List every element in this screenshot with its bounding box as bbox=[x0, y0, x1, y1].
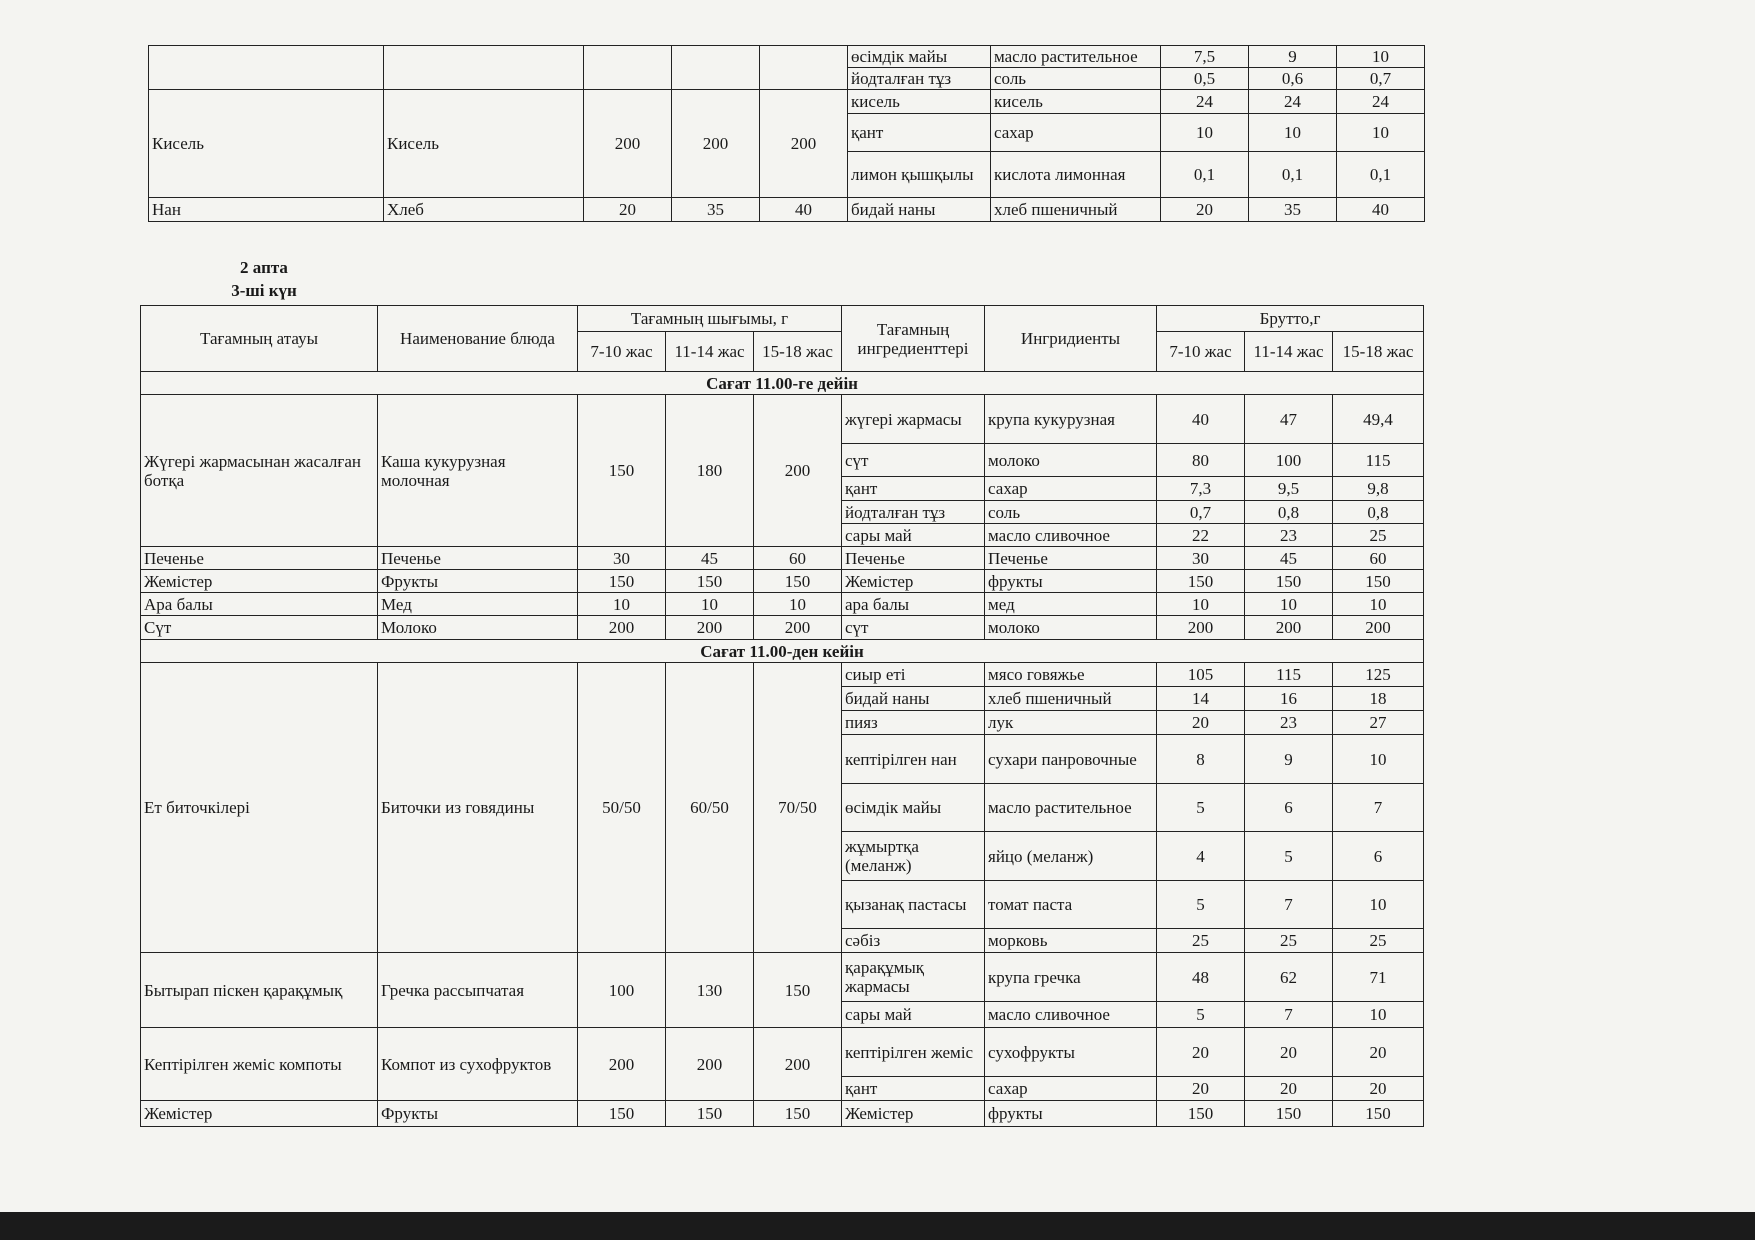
brutto-15-18: 115 bbox=[1333, 444, 1424, 477]
brutto-15-18: 150 bbox=[1333, 1101, 1424, 1127]
brutto-15-18: 0,1 bbox=[1337, 152, 1425, 198]
brutto-11-14: 20 bbox=[1245, 1028, 1333, 1077]
brutto-11-14: 23 bbox=[1245, 524, 1333, 547]
output-15-18: 150 bbox=[754, 1101, 842, 1127]
header-brutto-age-15-18: 15-18 жас bbox=[1333, 332, 1424, 372]
ingredient-kz: сиыр еті bbox=[842, 663, 985, 687]
dish-name-ru: Фрукты bbox=[378, 570, 578, 593]
section-row bbox=[141, 372, 1424, 395]
dish-name-ru: Каша кукурузная молочная bbox=[378, 395, 578, 547]
brutto-7-10: 5 bbox=[1157, 784, 1245, 832]
ingredient-kz: кисель bbox=[848, 90, 991, 114]
ingredient-ru: кисель bbox=[991, 90, 1161, 114]
week-label: 2 апта bbox=[240, 258, 288, 277]
brutto-11-14: 9,5 bbox=[1245, 477, 1333, 501]
output-15-18: 10 bbox=[754, 593, 842, 616]
ingredient-kz: қызанақ пастасы bbox=[842, 881, 985, 929]
brutto-11-14: 150 bbox=[1245, 570, 1333, 593]
output-15-18: 150 bbox=[754, 953, 842, 1028]
brutto-15-18: 0,7 bbox=[1337, 68, 1425, 90]
brutto-7-10: 7,3 bbox=[1157, 477, 1245, 501]
brutto-11-14: 10 bbox=[1249, 114, 1337, 152]
section-title: Сағат 11.00-ден кейін bbox=[141, 640, 1424, 663]
dish-name-kz: Жемістер bbox=[141, 1101, 378, 1127]
brutto-7-10: 20 bbox=[1161, 198, 1249, 222]
table-row bbox=[141, 616, 1424, 640]
brutto-15-18: 6 bbox=[1333, 832, 1424, 881]
output-11-14: 35 bbox=[672, 198, 760, 222]
table-row bbox=[141, 395, 1424, 444]
brutto-7-10: 10 bbox=[1161, 114, 1249, 152]
scanner-edge bbox=[0, 1212, 1755, 1240]
brutto-7-10: 105 bbox=[1157, 663, 1245, 687]
section-title: Сағат 11.00-ге дейін bbox=[141, 372, 1424, 395]
brutto-11-14: 62 bbox=[1245, 953, 1333, 1002]
brutto-15-18: 125 bbox=[1333, 663, 1424, 687]
output-7-10: 200 bbox=[584, 90, 672, 198]
brutto-15-18: 20 bbox=[1333, 1077, 1424, 1101]
output-7-10: 200 bbox=[578, 1028, 666, 1101]
output-15-18: 70/50 bbox=[754, 663, 842, 953]
header-output: Тағамның шығымы, г bbox=[578, 306, 842, 332]
output-7-10: 150 bbox=[578, 570, 666, 593]
ingredient-kz: лимон қышқылы bbox=[848, 152, 991, 198]
ingredient-ru: мед bbox=[985, 593, 1157, 616]
brutto-15-18: 10 bbox=[1333, 881, 1424, 929]
output-7-10: 150 bbox=[578, 1101, 666, 1127]
brutto-15-18: 200 bbox=[1333, 616, 1424, 640]
brutto-11-14: 10 bbox=[1245, 593, 1333, 616]
ingredient-ru: сахар bbox=[991, 114, 1161, 152]
brutto-7-10: 14 bbox=[1157, 687, 1245, 711]
brutto-11-14: 25 bbox=[1245, 929, 1333, 953]
table-row bbox=[141, 1101, 1424, 1127]
ingredient-ru: хлеб пшеничный bbox=[985, 687, 1157, 711]
table-row bbox=[149, 90, 1425, 114]
ingredient-kz: қант bbox=[842, 1077, 985, 1101]
ingredient-kz: сүт bbox=[842, 616, 985, 640]
section-row bbox=[141, 640, 1424, 663]
ingredient-ru: молоко bbox=[985, 444, 1157, 477]
brutto-7-10: 20 bbox=[1157, 1077, 1245, 1101]
ingredient-ru: соль bbox=[985, 501, 1157, 524]
ingredient-kz: жұмыртқа (меланж) bbox=[842, 832, 985, 881]
output-11-14: 200 bbox=[666, 616, 754, 640]
ingredient-kz: Печенье bbox=[842, 547, 985, 570]
brutto-11-14: 7 bbox=[1245, 1002, 1333, 1028]
brutto-15-18: 20 bbox=[1333, 1028, 1424, 1077]
output-15-18: 200 bbox=[760, 90, 848, 198]
brutto-7-10: 30 bbox=[1157, 547, 1245, 570]
output-15-18: 150 bbox=[754, 570, 842, 593]
brutto-11-14: 0,1 bbox=[1249, 152, 1337, 198]
ingredient-ru: фрукты bbox=[985, 1101, 1157, 1127]
brutto-7-10: 5 bbox=[1157, 881, 1245, 929]
day-label: 3-ші күн bbox=[231, 281, 297, 300]
brutto-11-14: 5 bbox=[1245, 832, 1333, 881]
ingredient-ru: Печенье bbox=[985, 547, 1157, 570]
brutto-11-14: 9 bbox=[1245, 735, 1333, 784]
dish-name-ru: Молоко bbox=[378, 616, 578, 640]
output-15-18: 200 bbox=[754, 1028, 842, 1101]
output-11-14: 200 bbox=[672, 90, 760, 198]
brutto-15-18: 24 bbox=[1337, 90, 1425, 114]
dish-name-ru: Гречка рассыпчатая bbox=[378, 953, 578, 1028]
brutto-15-18: 10 bbox=[1333, 593, 1424, 616]
output-11-14: 150 bbox=[666, 1101, 754, 1127]
ingredient-ru: яйцо (меланж) bbox=[985, 832, 1157, 881]
dish-name-kz: Нан bbox=[149, 198, 384, 222]
brutto-15-18: 7 bbox=[1333, 784, 1424, 832]
brutto-11-14: 24 bbox=[1249, 90, 1337, 114]
ingredient-ru: молоко bbox=[985, 616, 1157, 640]
brutto-7-10: 150 bbox=[1157, 1101, 1245, 1127]
brutto-7-10: 20 bbox=[1157, 1028, 1245, 1077]
dish-name-kz: Жемістер bbox=[141, 570, 378, 593]
menu-table bbox=[140, 305, 1424, 1127]
output-11-14 bbox=[672, 46, 760, 90]
brutto-15-18: 40 bbox=[1337, 198, 1425, 222]
ingredient-ru: масло сливочное bbox=[985, 1002, 1157, 1028]
output-7-10: 200 bbox=[578, 616, 666, 640]
table-row bbox=[141, 593, 1424, 616]
brutto-15-18: 150 bbox=[1333, 570, 1424, 593]
output-7-10: 150 bbox=[578, 395, 666, 547]
brutto-11-14: 100 bbox=[1245, 444, 1333, 477]
brutto-7-10: 8 bbox=[1157, 735, 1245, 784]
brutto-11-14: 45 bbox=[1245, 547, 1333, 570]
ingredient-ru: морковь bbox=[985, 929, 1157, 953]
brutto-15-18: 0,8 bbox=[1333, 501, 1424, 524]
ingredient-kz: ара балы bbox=[842, 593, 985, 616]
ingredient-ru: соль bbox=[991, 68, 1161, 90]
brutto-15-18: 10 bbox=[1333, 1002, 1424, 1028]
brutto-7-10: 0,1 bbox=[1161, 152, 1249, 198]
dish-name-kz: Сүт bbox=[141, 616, 378, 640]
brutto-7-10: 0,7 bbox=[1157, 501, 1245, 524]
table-row bbox=[149, 198, 1425, 222]
brutto-11-14: 115 bbox=[1245, 663, 1333, 687]
ingredient-kz: сары май bbox=[842, 1002, 985, 1028]
dish-name-ru bbox=[384, 46, 584, 90]
brutto-11-14: 150 bbox=[1245, 1101, 1333, 1127]
brutto-15-18: 25 bbox=[1333, 929, 1424, 953]
dish-name-ru: Мед bbox=[378, 593, 578, 616]
table-row bbox=[141, 953, 1424, 1002]
dish-name-kz: Ет биточкілері bbox=[141, 663, 378, 953]
ingredient-kz: йодталған тұз bbox=[842, 501, 985, 524]
brutto-7-10: 24 bbox=[1161, 90, 1249, 114]
ingredient-kz: қант bbox=[848, 114, 991, 152]
brutto-11-14: 6 bbox=[1245, 784, 1333, 832]
ingredient-ru: мясо говяжье bbox=[985, 663, 1157, 687]
ingredient-kz: сары май bbox=[842, 524, 985, 547]
dish-name-kz: Печенье bbox=[141, 547, 378, 570]
brutto-15-18: 10 bbox=[1337, 46, 1425, 68]
brutto-7-10: 20 bbox=[1157, 711, 1245, 735]
output-15-18: 60 bbox=[754, 547, 842, 570]
brutto-11-14: 35 bbox=[1249, 198, 1337, 222]
brutto-7-10: 5 bbox=[1157, 1002, 1245, 1028]
ingredient-kz: йодталған тұз bbox=[848, 68, 991, 90]
table-row bbox=[149, 46, 1425, 68]
ingredient-kz: өсімдік майы bbox=[842, 784, 985, 832]
ingredient-kz: қарақұмық жармасы bbox=[842, 953, 985, 1002]
brutto-7-10: 0,5 bbox=[1161, 68, 1249, 90]
brutto-11-14: 200 bbox=[1245, 616, 1333, 640]
brutto-15-18: 49,4 bbox=[1333, 395, 1424, 444]
dish-name-kz: Кисель bbox=[149, 90, 384, 198]
output-7-10: 20 bbox=[584, 198, 672, 222]
ingredient-ru: томат паста bbox=[985, 881, 1157, 929]
dish-name-ru: Фрукты bbox=[378, 1101, 578, 1127]
output-11-14: 200 bbox=[666, 1028, 754, 1101]
table-row bbox=[141, 1028, 1424, 1077]
header-brutto-age-11-14: 11-14 жас bbox=[1245, 332, 1333, 372]
ingredient-kz: кептірілген жеміс bbox=[842, 1028, 985, 1077]
brutto-7-10: 7,5 bbox=[1161, 46, 1249, 68]
output-11-14: 10 bbox=[666, 593, 754, 616]
brutto-7-10: 40 bbox=[1157, 395, 1245, 444]
brutto-15-18: 71 bbox=[1333, 953, 1424, 1002]
ingredient-ru: крупа гречка bbox=[985, 953, 1157, 1002]
ingredient-ru: крупа кукурузная bbox=[985, 395, 1157, 444]
ingredient-kz: сүт bbox=[842, 444, 985, 477]
brutto-15-18: 10 bbox=[1333, 735, 1424, 784]
brutto-7-10: 48 bbox=[1157, 953, 1245, 1002]
brutto-15-18: 18 bbox=[1333, 687, 1424, 711]
output-11-14: 150 bbox=[666, 570, 754, 593]
top-table bbox=[148, 45, 1425, 222]
header-dish-ru: Наименование блюда bbox=[378, 306, 578, 372]
brutto-7-10: 80 bbox=[1157, 444, 1245, 477]
brutto-11-14: 16 bbox=[1245, 687, 1333, 711]
ingredient-ru: кислота лимонная bbox=[991, 152, 1161, 198]
header-brutto: Брутто,г bbox=[1157, 306, 1424, 332]
brutto-7-10: 4 bbox=[1157, 832, 1245, 881]
output-15-18: 200 bbox=[754, 395, 842, 547]
header-age-15-18: 15-18 жас bbox=[754, 332, 842, 372]
header-age-11-14: 11-14 жас bbox=[666, 332, 754, 372]
brutto-11-14: 7 bbox=[1245, 881, 1333, 929]
output-11-14: 60/50 bbox=[666, 663, 754, 953]
brutto-15-18: 60 bbox=[1333, 547, 1424, 570]
dish-name-ru: Кисель bbox=[384, 90, 584, 198]
ingredient-kz: кептірілген нан bbox=[842, 735, 985, 784]
output-15-18: 200 bbox=[754, 616, 842, 640]
output-7-10 bbox=[584, 46, 672, 90]
ingredient-kz: бидай наны bbox=[848, 198, 991, 222]
ingredient-kz: Жемістер bbox=[842, 570, 985, 593]
header-age-7-10: 7-10 жас bbox=[578, 332, 666, 372]
brutto-11-14: 47 bbox=[1245, 395, 1333, 444]
brutto-11-14: 23 bbox=[1245, 711, 1333, 735]
ingredient-kz: бидай наны bbox=[842, 687, 985, 711]
brutto-7-10: 25 bbox=[1157, 929, 1245, 953]
header-ingredients-ru: Ингридиенты bbox=[985, 306, 1157, 372]
ingredient-ru: масло растительное bbox=[985, 784, 1157, 832]
brutto-7-10: 150 bbox=[1157, 570, 1245, 593]
ingredient-ru: сухари панровочные bbox=[985, 735, 1157, 784]
dish-name-kz: Ара балы bbox=[141, 593, 378, 616]
brutto-15-18: 9,8 bbox=[1333, 477, 1424, 501]
ingredient-kz: жүгері жармасы bbox=[842, 395, 985, 444]
ingredient-ru: сухофрукты bbox=[985, 1028, 1157, 1077]
output-11-14: 180 bbox=[666, 395, 754, 547]
output-7-10: 100 bbox=[578, 953, 666, 1028]
dish-name-ru: Компот из сухофруктов bbox=[378, 1028, 578, 1101]
ingredient-ru: масло сливочное bbox=[985, 524, 1157, 547]
header-brutto-age-7-10: 7-10 жас bbox=[1157, 332, 1245, 372]
table-row bbox=[141, 663, 1424, 687]
ingredient-kz: өсімдік майы bbox=[848, 46, 991, 68]
ingredient-ru: масло растительное bbox=[991, 46, 1161, 68]
brutto-7-10: 10 bbox=[1157, 593, 1245, 616]
ingredient-kz: Жемістер bbox=[842, 1101, 985, 1127]
brutto-11-14: 20 bbox=[1245, 1077, 1333, 1101]
table-row bbox=[141, 547, 1424, 570]
ingredient-ru: лук bbox=[985, 711, 1157, 735]
dish-name-kz: Жүгері жармасынан жасалған ботқа bbox=[141, 395, 378, 547]
ingredient-kz: пияз bbox=[842, 711, 985, 735]
brutto-7-10: 200 bbox=[1157, 616, 1245, 640]
dish-name-kz: Кептірілген жеміс компоты bbox=[141, 1028, 378, 1101]
output-7-10: 10 bbox=[578, 593, 666, 616]
header-ingredients-kz: Тағамның ингредиенттері bbox=[842, 306, 985, 372]
ingredient-kz: сәбіз bbox=[842, 929, 985, 953]
brutto-11-14: 0,8 bbox=[1245, 501, 1333, 524]
ingredient-ru: сахар bbox=[985, 1077, 1157, 1101]
output-7-10: 50/50 bbox=[578, 663, 666, 953]
brutto-11-14: 0,6 bbox=[1249, 68, 1337, 90]
dish-name-kz: Бытырап піскен қарақұмық bbox=[141, 953, 378, 1028]
dish-name-kz bbox=[149, 46, 384, 90]
brutto-15-18: 10 bbox=[1337, 114, 1425, 152]
ingredient-ru: сахар bbox=[985, 477, 1157, 501]
output-11-14: 130 bbox=[666, 953, 754, 1028]
brutto-15-18: 25 bbox=[1333, 524, 1424, 547]
ingredient-ru: хлеб пшеничный bbox=[991, 198, 1161, 222]
header-dish-kz: Тағамның атауы bbox=[141, 306, 378, 372]
output-15-18 bbox=[760, 46, 848, 90]
dish-name-ru: Печенье bbox=[378, 547, 578, 570]
output-11-14: 45 bbox=[666, 547, 754, 570]
ingredient-ru: фрукты bbox=[985, 570, 1157, 593]
brutto-15-18: 27 bbox=[1333, 711, 1424, 735]
output-15-18: 40 bbox=[760, 198, 848, 222]
dish-name-ru: Хлеб bbox=[384, 198, 584, 222]
brutto-11-14: 9 bbox=[1249, 46, 1337, 68]
brutto-7-10: 22 bbox=[1157, 524, 1245, 547]
output-7-10: 30 bbox=[578, 547, 666, 570]
dish-name-ru: Биточки из говядины bbox=[378, 663, 578, 953]
ingredient-kz: қант bbox=[842, 477, 985, 501]
table-row bbox=[141, 570, 1424, 593]
